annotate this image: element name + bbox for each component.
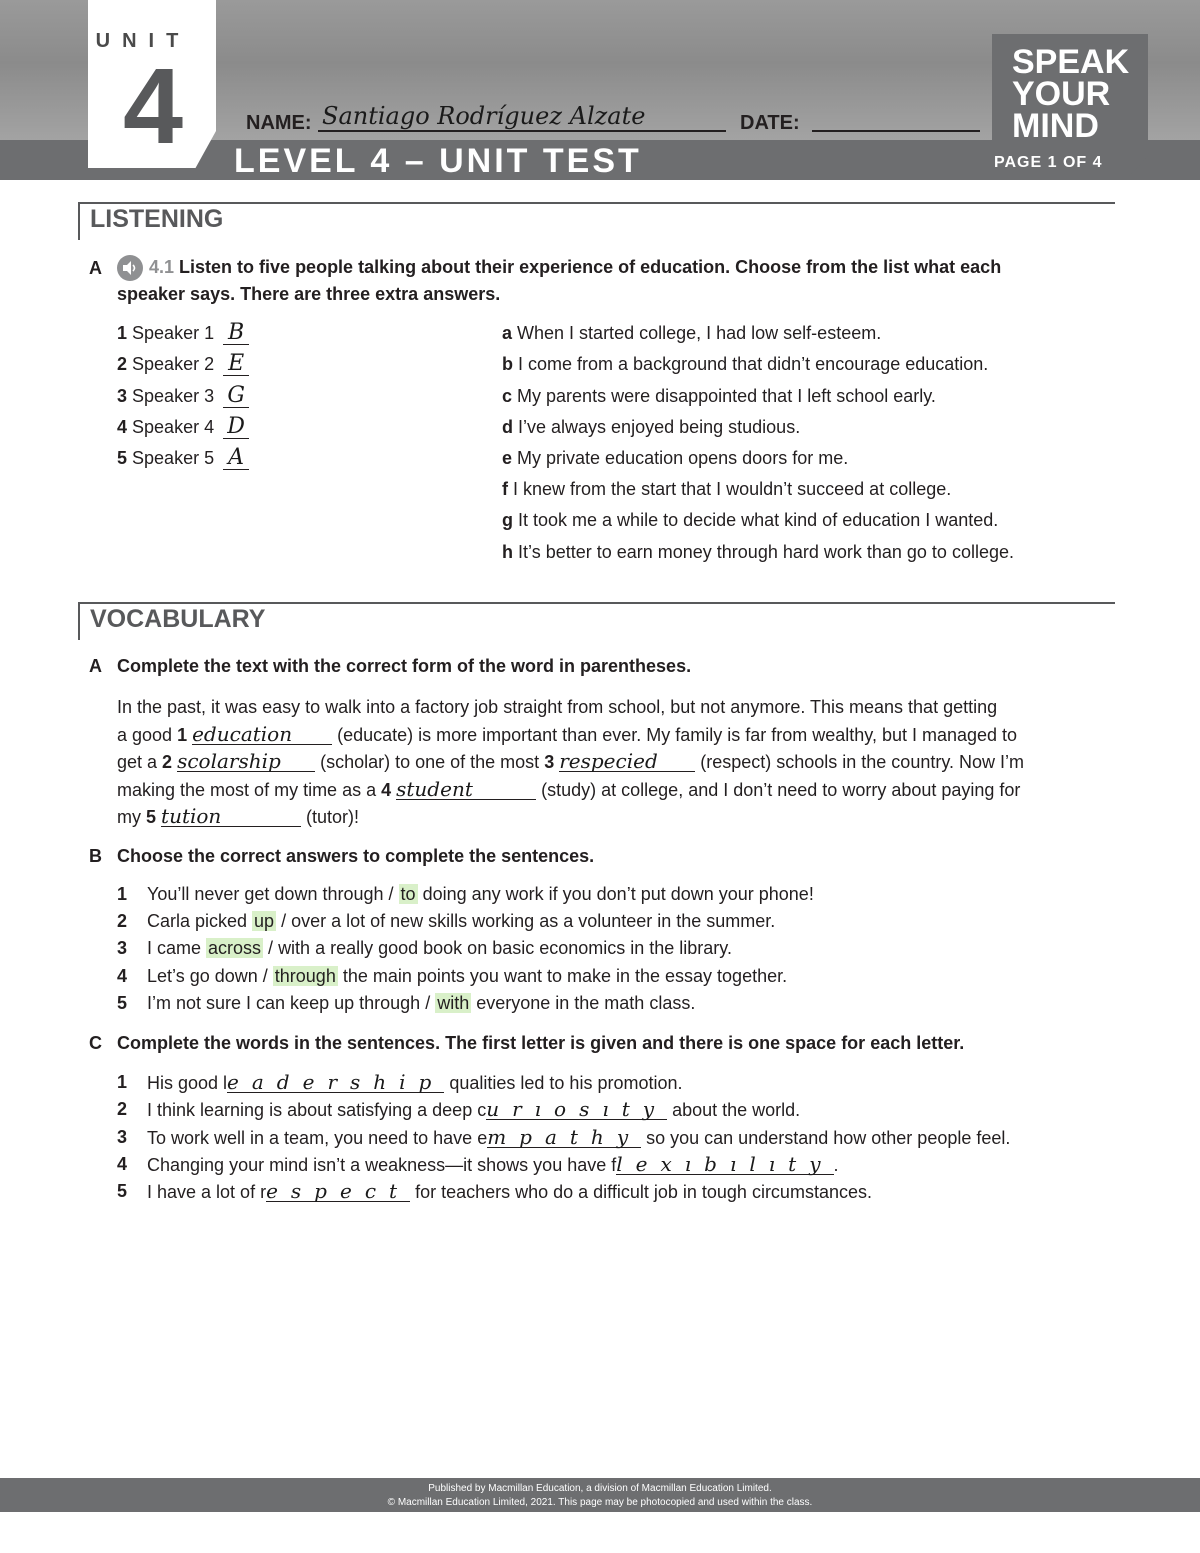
separator: / (263, 938, 279, 958)
option-letter: h (502, 542, 513, 562)
letter-spaces-field[interactable]: lexıbılıty (616, 1152, 834, 1176)
text-run: I have a lot of (147, 1182, 261, 1202)
choice-sentence (147, 993, 695, 1014)
instruction-line-1: Listen to five people talking about their experience of education. Choose from the list what each (179, 257, 1002, 277)
word-item (117, 1154, 127, 1175)
choice-option-selected[interactable]: with (437, 993, 470, 1013)
paragraph-line (117, 804, 1117, 832)
vocabulary-title: VOCABULARY (90, 605, 266, 633)
separator: / (383, 884, 399, 904)
option-text: It took me a while to decide what kind of education I wanted. (518, 510, 999, 530)
answer-field[interactable]: respecied (559, 751, 695, 772)
test-title: LEVEL 4 – UNIT TEST (234, 142, 642, 180)
item-number: 3 (117, 938, 128, 958)
answer-field[interactable]: scolarship (177, 751, 315, 772)
item-number: 5 (117, 1181, 128, 1201)
date-field[interactable] (812, 130, 980, 132)
item-number: 3 (117, 386, 128, 406)
item-number: 2 (117, 354, 128, 374)
answer-field[interactable]: A (223, 447, 249, 470)
name-label: NAME: (246, 112, 312, 134)
option-text: I’ve always enjoyed being studious. (518, 417, 801, 437)
paragraph-line (117, 749, 1117, 777)
vocab-c-instruction: Complete the words in the sentences. The first letter is given and there is one space for each letter. (117, 1033, 965, 1053)
word-item (117, 1127, 127, 1148)
text-run: for teachers who do a difficult job in tough circumstances. (410, 1182, 872, 1202)
track-number: 4.1 (149, 257, 175, 277)
choice-sentence (147, 911, 775, 932)
choice-item (117, 993, 127, 1014)
item-number: 5 (117, 448, 128, 468)
text-run: You’ll never get down (147, 884, 323, 904)
logo-line-mind: MIND (1012, 107, 1099, 145)
question-letter: C (89, 1033, 102, 1053)
speaker-label: Speaker 2 (132, 354, 215, 374)
text-run: everyone in the math class. (471, 993, 696, 1013)
choice-option[interactable]: through (322, 884, 384, 904)
word-sentence (147, 1181, 872, 1203)
question-letter: A (89, 258, 102, 278)
text-run: His good (147, 1073, 224, 1093)
option-text: I come from a background that didn’t encourage education. (518, 354, 989, 374)
vocab-a-instruction: Complete the text with the correct form of the word in parentheses. (117, 656, 692, 676)
choice-option-selected[interactable]: through (274, 966, 336, 986)
speaker-row (117, 416, 249, 439)
text-run: (educate) is more important than ever. My family is far from wealthy, but I managed to (332, 724, 1018, 745)
item-number: 1 (117, 323, 128, 343)
option-letter: e (502, 448, 513, 468)
option-item (502, 386, 936, 407)
text-run: To work well in a team, you need to have (147, 1128, 478, 1148)
choice-sentence (147, 884, 814, 905)
name-underline (318, 130, 726, 132)
option-text: My parents were disappointed that I left school early. (517, 386, 936, 406)
word-item (117, 1072, 127, 1093)
choice-item (117, 938, 127, 959)
listening-rule-left (78, 202, 80, 240)
first-letter: l (223, 1073, 228, 1093)
text-run: (tutor)! (301, 807, 360, 827)
first-letter: e (477, 1128, 488, 1148)
text-run: my (117, 807, 146, 827)
option-letter: b (502, 354, 513, 374)
choice-item (117, 911, 127, 932)
listening-rule (78, 202, 1115, 204)
text-run: making the most of my time as a (117, 779, 382, 800)
first-letter: f (611, 1155, 617, 1175)
option-letter: c (502, 386, 513, 406)
option-item (502, 479, 951, 500)
footer-copyright: © Macmillan Education Limited, 2021. This page may be photocopied and used within the class. (387, 1497, 813, 1508)
separator: / (262, 966, 273, 986)
speaker-label: Speaker 1 (132, 323, 215, 343)
audio-icon[interactable] (117, 255, 143, 281)
vocab-a-paragraph (117, 694, 1117, 832)
item-number: 4 (381, 779, 392, 800)
choice-item (117, 884, 127, 905)
option-text: My private education opens doors for me. (517, 448, 849, 468)
text-run: . (833, 1155, 839, 1175)
answer-field[interactable]: G (223, 385, 249, 408)
item-number: 1 (177, 724, 188, 745)
date-label: DATE: (740, 112, 800, 134)
option-letter: a (502, 323, 513, 343)
speaker-label: Speaker 4 (132, 417, 215, 437)
item-number: 1 (117, 1072, 128, 1092)
letter-spaces-field[interactable]: eadership (227, 1070, 445, 1094)
option-letter: d (502, 417, 513, 437)
choice-option-selected[interactable]: to (400, 884, 416, 904)
text-run: a good (117, 724, 178, 745)
name-field[interactable]: Santiago Rodríguez Alzate (322, 102, 646, 130)
item-number: 1 (117, 884, 128, 904)
text-run: about the world. (667, 1100, 801, 1120)
option-item (502, 323, 881, 344)
choice-option[interactable]: over (291, 911, 327, 931)
footer-publisher: Published by Macmillan Education, a division of Macmillan Education Limited. (428, 1483, 772, 1494)
vocabulary-rule (78, 602, 1115, 604)
first-letter: c (477, 1100, 487, 1120)
text-run: I came (147, 938, 207, 958)
text-run: (study) at college, and I don’t need to worry about paying for (536, 779, 1021, 800)
item-number: 3 (544, 752, 555, 772)
text-run: I’m not sure I can keep up (147, 993, 360, 1013)
item-number: 4 (117, 966, 128, 986)
text-run: I think learning is about satisfying a deep (147, 1100, 478, 1120)
text-run: a lot of new skills working as a volunteer in the summer. (326, 911, 776, 931)
choice-option[interactable]: through (359, 993, 421, 1013)
text-run: a really good book on basic economics in the library. (310, 938, 732, 958)
answer-field[interactable]: tution (161, 806, 301, 827)
text-run: the main points you want to make in the essay together. (337, 966, 788, 986)
item-number: 2 (117, 911, 128, 931)
separator: / (276, 911, 292, 931)
text-run: Changing your mind isn’t a weakness—it shows you have (147, 1155, 612, 1175)
speaker-row (117, 353, 249, 376)
option-letter: f (502, 479, 508, 499)
text-run: doing any work if you don’t put down your phone! (417, 884, 814, 904)
item-number: 5 (146, 807, 157, 827)
word-item (117, 1099, 127, 1120)
text-run: Carla picked (147, 911, 253, 931)
item-number: 2 (162, 752, 173, 772)
option-item (502, 542, 1014, 563)
option-item (502, 448, 848, 469)
text-run: (respect) schools in the country. Now I’m (695, 752, 1024, 772)
text-run: (scholar) to one of the most (315, 752, 545, 772)
paragraph-line (117, 777, 1117, 805)
item-number: 4 (117, 417, 128, 437)
first-letter: r (260, 1182, 267, 1202)
letter-spaces-field[interactable]: urıosıty (486, 1097, 668, 1121)
text-run: Let’s go down (147, 966, 263, 986)
item-number: 3 (117, 1127, 128, 1147)
item-number: 2 (117, 1099, 128, 1119)
letter-spaces-field[interactable]: mpathy (487, 1125, 642, 1149)
answer-field[interactable]: student (396, 779, 536, 800)
option-text: When I started college, I had low self-esteem. (517, 323, 882, 343)
text-run: get a (117, 752, 163, 772)
speaker-row (117, 322, 249, 345)
text-run: so you can understand how other people feel. (641, 1128, 1011, 1148)
word-sentence (147, 1099, 800, 1121)
word-sentence (147, 1127, 1010, 1149)
speaker-label: Speaker 3 (132, 386, 215, 406)
item-number: 4 (117, 1154, 128, 1174)
answer-field[interactable]: education (192, 724, 332, 745)
choice-item (117, 966, 127, 987)
answer-field[interactable]: E (223, 353, 249, 376)
speaker-row (117, 385, 249, 408)
speaker-label: Speaker 5 (132, 448, 215, 468)
option-text: I knew from the start that I wouldn’t succeed at college. (513, 479, 952, 499)
logo-line-speak: SPEAK (1012, 43, 1130, 81)
option-item (502, 417, 800, 438)
unit-number: 4 (122, 45, 184, 166)
page-indicator: PAGE 1 OF 4 (994, 154, 1103, 171)
word-sentence (147, 1072, 683, 1094)
option-letter: g (502, 510, 513, 530)
question-letter: A (89, 656, 102, 676)
option-item (502, 510, 998, 531)
choice-option-selected[interactable]: up (254, 911, 275, 931)
instruction-line-2: speaker says. There are three extra answers. (117, 284, 501, 304)
item-number: 5 (117, 993, 128, 1013)
word-item (117, 1181, 127, 1202)
answer-field[interactable]: D (223, 416, 249, 439)
option-item (502, 354, 988, 375)
logo-line-your: YOUR (1012, 75, 1111, 113)
vocab-b-instruction: Choose the correct answers to complete the sentences. (117, 846, 595, 866)
vocabulary-rule-left (78, 602, 80, 640)
choice-sentence (147, 938, 732, 959)
answer-field[interactable]: B (223, 322, 249, 345)
separator: / (420, 993, 436, 1013)
speaker-row (117, 447, 249, 470)
text-run: qualities led to his promotion. (444, 1073, 683, 1093)
listening-title: LISTENING (90, 205, 224, 233)
choice-option-selected[interactable]: across (208, 938, 262, 958)
unit-label: UNIT (95, 30, 191, 52)
paragraph-line: In the past, it was easy to walk into a factory job straight from school, but not anymore. This means that getting (117, 697, 998, 717)
option-text: It’s better to earn money through hard work than go to college. (518, 542, 1014, 562)
paragraph-line (117, 722, 1117, 750)
choice-sentence (147, 966, 787, 987)
listening-instruction (149, 254, 1109, 281)
choice-option[interactable]: with (278, 938, 311, 958)
question-letter: B (89, 846, 102, 866)
word-sentence (147, 1154, 839, 1176)
letter-spaces-field[interactable]: espect (266, 1179, 411, 1203)
